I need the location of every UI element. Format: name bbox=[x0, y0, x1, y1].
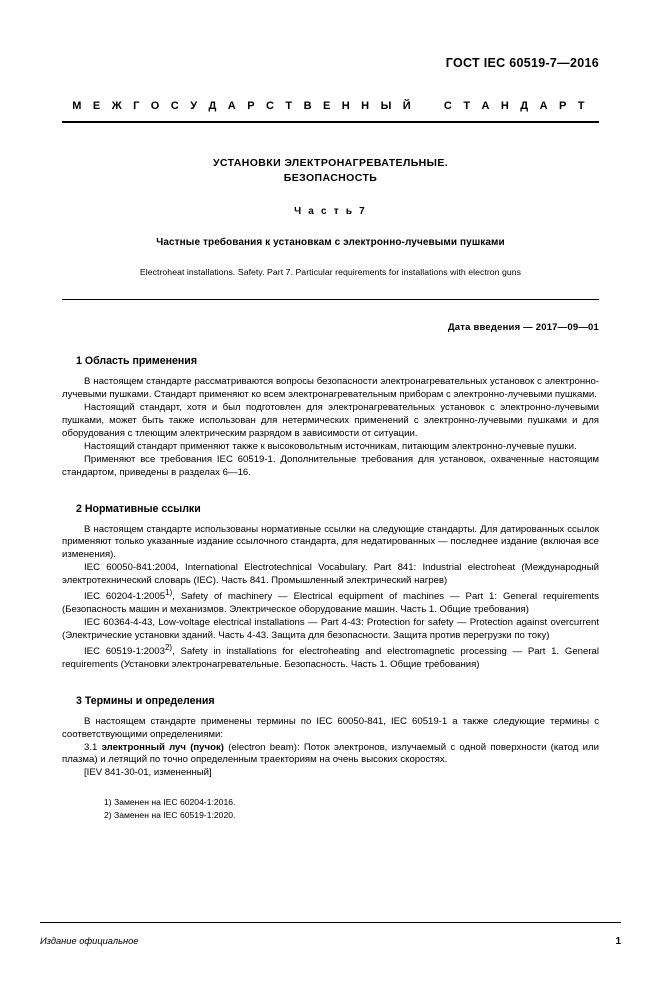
paragraph: IEC 60204-1:2005$^{1)}$, Safety of machinery — Electrical equipment of machines — Part 1: General requirements (Безопасность машин и механизмов. Электрическое оборудование машин. Часть 1. Общие требования) bbox=[62, 588, 600, 616]
interstate-standard-banner: М Е Ж Г О С У Д А Р С Т В Е Н Н Ы Й С Т А Н Д А Р Т bbox=[72, 100, 589, 112]
title-divider bbox=[62, 299, 599, 300]
title-block bbox=[62, 156, 599, 277]
header-divider bbox=[62, 121, 599, 123]
effective-date: Дата введения — 2017—09—01 bbox=[447, 322, 599, 334]
page-number: 1 bbox=[615, 936, 621, 947]
section-normative-references bbox=[62, 503, 599, 672]
paragraph: Настоящий стандарт применяют также к высоковольтным источникам, питающим электронно-лучевые пушки. bbox=[84, 440, 577, 452]
paragraph: IEC 60050-841:2004, International Electrotechnical Vocabulary. Part 841: Industrial electroheat (Международный электротехнический словарь (IEC). Часть 841. Промышленный электрический нагрев) bbox=[62, 562, 599, 587]
paragraph: IEC 60519-1:2003$^{2)}$, Safety in installations for electroheating and electromagnetic processing — Part 1. General requirements (Установки электронагревательные. Безопасность. Часть 1. Общие требования) bbox=[62, 642, 600, 670]
document-page bbox=[0, 56, 661, 991]
title-subtitle: Частные требования к установкам с электронно-лучевыми пушками bbox=[156, 237, 505, 249]
footnote: 1) Заменен на IEC 60204-1:2016. bbox=[104, 797, 236, 808]
section-heading: 3 Термины и определения bbox=[76, 694, 215, 707]
paragraph: 3.1 электронный луч (пучок) (electron beam): Поток электронов, излучаемый с одной поверхности (катод или плазма) и летящий по точно определенным траекториям на очень высоких скоростях. bbox=[62, 741, 599, 766]
paragraph: Применяют все требования IEC 60519-1. Дополнительные требования для установок, охваченные настоящим стандартом, приведены в разделах 6—16. bbox=[62, 453, 599, 478]
standard-number: ГОСТ IEC 60519-7—2016 bbox=[445, 56, 599, 70]
paragraph: [IEV 841-30-01, измененный] bbox=[84, 767, 212, 779]
page-footer bbox=[40, 936, 621, 947]
paragraph: Настоящий стандарт, хотя и был подготовлен для электронагревательных установок с электронно-лучевыми пушками, может быть также использован для нетермических применений с электронно-лучевыми пушками и для оборудования с тлеющим электрическим разрядом в зависимости от ситуации. bbox=[62, 402, 599, 439]
paragraph: В настоящем стандарте использованы нормативные ссылки на следующие стандарты. Для датированных ссылок применяют только указанные издание ссылочного стандарта, для недатированных — последнее издание (включая все изменения). bbox=[62, 523, 599, 561]
section-heading: 1 Область применения bbox=[76, 355, 198, 368]
title-line-2: БЕЗОПАСНОСТЬ bbox=[283, 172, 378, 185]
title-english: Electroheat installations. Safety. Part 7. Particular requirements for installations with electron guns bbox=[139, 267, 522, 278]
title-line-1: УСТАНОВКИ ЭЛЕКТРОНАГРЕВАТЕЛЬНЫЕ. bbox=[212, 157, 449, 169]
section-terms-definitions bbox=[62, 695, 599, 780]
part-label: Ч а с т ь 7 bbox=[294, 206, 367, 218]
paragraph: IEC 60364-4-43, Low-voltage electrical installations — Part 4-43: Protection for safety — Protection against overcurrent (Электрические установки зданий. Часть 4-43. Защита для безопасности. Защита против перегрузки по току) bbox=[62, 616, 599, 641]
paragraph: В настоящем стандарте применены термины по IEC 60050-841, IEC 60519-1 а также следующие термины с соответствующими определениями: bbox=[62, 715, 599, 740]
section-heading: 2 Нормативные ссылки bbox=[76, 502, 201, 515]
paragraph: В настоящем стандарте рассматриваются вопросы безопасности электронагревательных установок с электронно-лучевыми пушками. Стандарт применяют ко всем электронагревательным приборам с электронно-лучевыми пушками. bbox=[62, 376, 599, 401]
footer-divider bbox=[40, 922, 621, 923]
section-scope bbox=[62, 355, 599, 479]
footnote: 2) Заменен на IEC 60519-1:2020. bbox=[104, 810, 236, 821]
footnote-block bbox=[104, 796, 599, 822]
official-edition-label: Издание официальное bbox=[40, 936, 139, 946]
